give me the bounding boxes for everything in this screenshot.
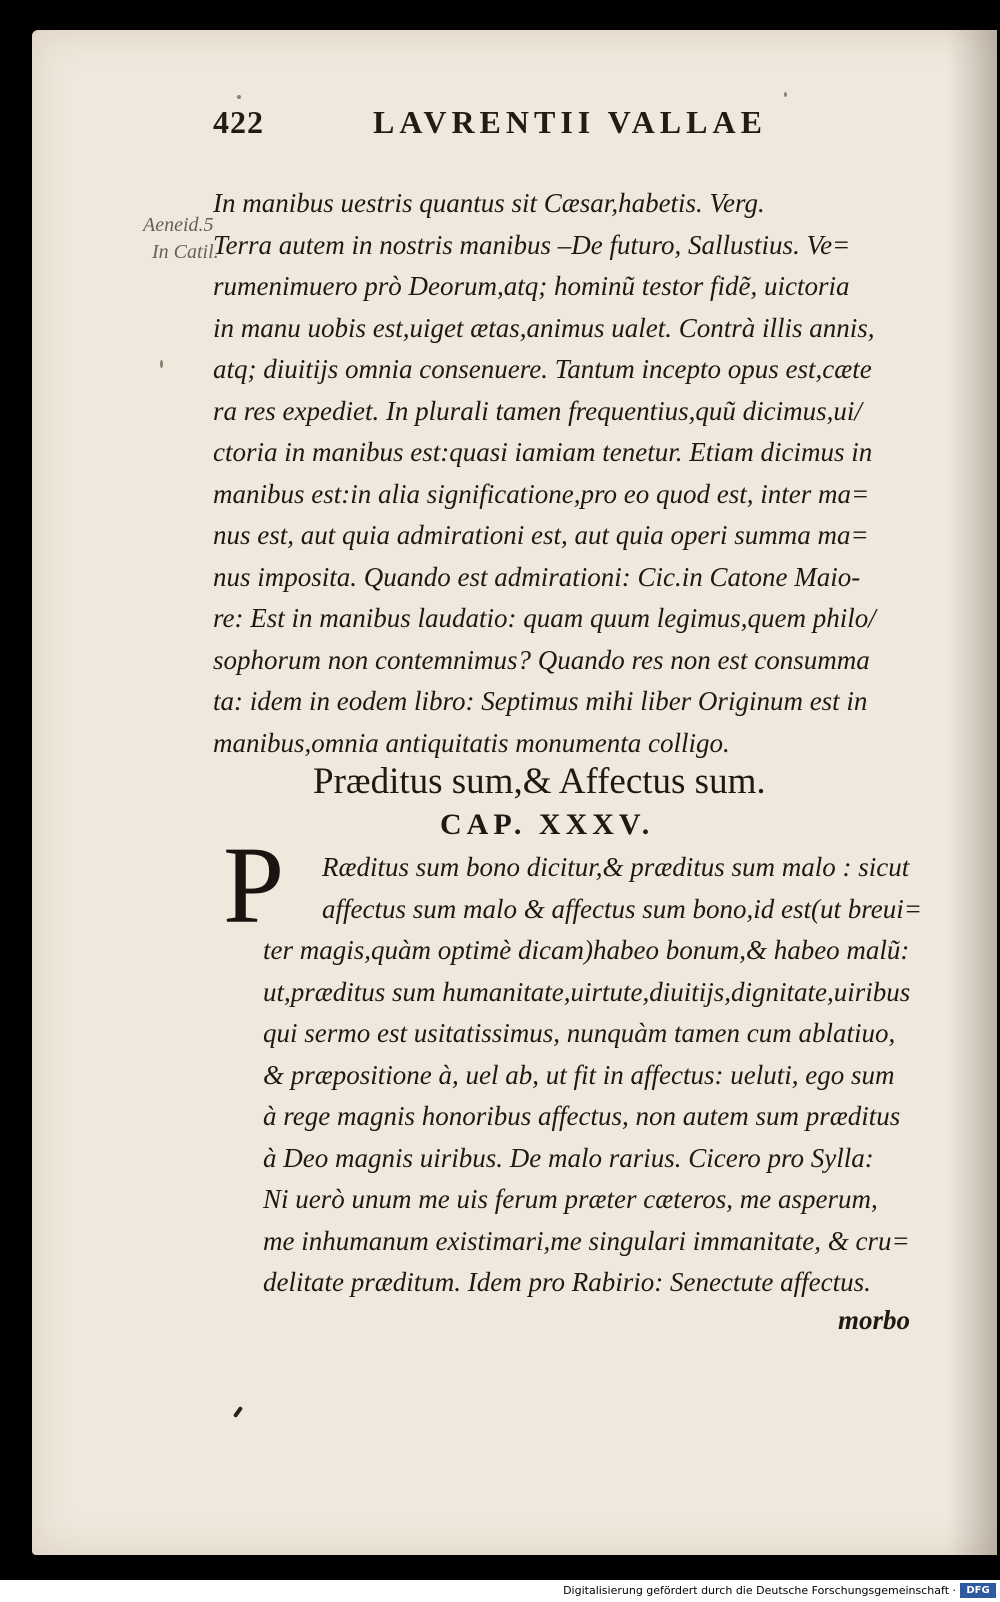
text-line: ra res expediet. In plurali tamen frequentius,quũ dicimus,ui/ — [213, 395, 862, 426]
text-line: re: Est in manibus laudatio: quam quum legimus,quem philo/ — [213, 603, 876, 633]
passage — [213, 183, 948, 764]
text-line: atq; diuitijs omnia consenuere. Tantum incepto opus est,cæte — [213, 354, 872, 384]
drop-cap-initial: P — [223, 824, 285, 946]
text-line: Ræditus sum bono dicitur,& præditus sum malo : sicut — [322, 852, 910, 882]
text-line: rumenimuero prò Deorum,atq; hominũ testor fidẽ, uictoria — [213, 271, 850, 301]
page-gutter-shadow — [947, 30, 997, 1555]
text-line: ter magis,quàm optimè dicam)habeo bonum,& habeo malũ: — [263, 935, 910, 965]
text-line: in manu uobis est,uiget ætas,animus ualet. Contrà illis annis, — [213, 312, 875, 343]
text-line: ctoria in manibus est:quasi iamiam tenetur. Etiam dicimus in — [213, 437, 873, 467]
text-line: me inhumanum existimari,me singulari immanitate, & cru= — [263, 1225, 910, 1256]
text-line: à rege magnis honoribus affectus, non autem sum præditus — [263, 1101, 901, 1131]
text-line: affectus sum malo & affectus sum bono,id est(ut breui= — [322, 893, 922, 924]
text-line: qui sermo est usitatissimus, nunquàm tamen cum ablatiuo, — [263, 1018, 896, 1048]
text-line: Terra autem in nostris manibus –De futuro, Sallustius. Ve= — [213, 229, 851, 260]
text-line: ta: idem in eodem libro: Septimus mihi liber Originum est in — [213, 686, 868, 716]
text-line: nus est, aut quia admirationi est, aut quia operi summa ma= — [213, 520, 869, 550]
text-line: sophorum non contemnimus? Quando res non est consumma — [213, 644, 870, 675]
footer-bar — [0, 1580, 1000, 1602]
chapter-text — [263, 930, 963, 1304]
margin-note: Aeneid.5 — [143, 214, 214, 236]
margin-note: In Catil. — [152, 241, 219, 263]
chapter-number: CAP. XXXV. — [440, 808, 655, 841]
ink-mark — [233, 1406, 243, 1418]
page-header — [213, 104, 813, 154]
text-line: à Deo magnis uiribus. De malo rarius. Cicero pro Sylla: — [263, 1142, 874, 1173]
text-line: delitate præditum. Idem pro Rabirio: Senectute affectus. — [263, 1267, 871, 1297]
catch-word: morbo — [838, 1305, 911, 1335]
text-line: In manibus uestris quantus sit Cæsar,habetis. Verg. — [213, 188, 765, 218]
text-line: ut,præditus sum humanitate,uirtute,diuitijs,dignitate,uiribus — [263, 976, 911, 1007]
text-line: & præpositione à, uel ab, ut fit in affectus: ueluti, ego sum — [263, 1059, 895, 1090]
text-line: manibus,omnia antiquitatis monumenta colligo. — [213, 727, 730, 758]
text-line: nus imposita. Quando est admirationi: Cic.in Catone Maio- — [213, 561, 861, 592]
paper-speck — [237, 95, 241, 99]
page-number: 422 — [213, 104, 264, 140]
paper-speck — [784, 92, 787, 97]
chapter-text-indented — [322, 847, 957, 930]
paper-speck — [160, 360, 163, 368]
text-line: manibus est:in alia significatione,pro eo quod est, inter ma= — [213, 478, 870, 509]
chapter-heading: Præditus sum,& Affectus sum. — [313, 761, 766, 802]
running-title: LAVRENTII VALLAE — [373, 104, 767, 140]
dfg-logo: DFG — [960, 1583, 996, 1598]
text-line: Ni uerò unum me uis ferum præter cæteros, me asperum, — [263, 1184, 878, 1214]
digitization-credit: Digitalisierung gefördert durch die Deutsche Forschungsgemeinschaft · — [563, 1584, 956, 1597]
